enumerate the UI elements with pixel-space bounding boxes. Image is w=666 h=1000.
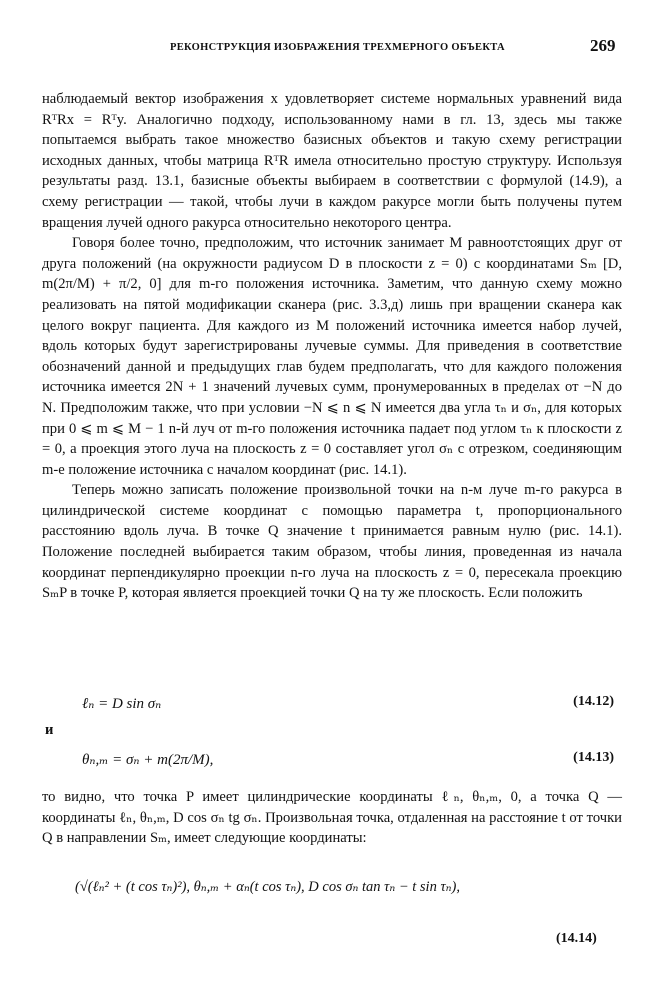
paragraph-3: Теперь можно записать положение произвольной точки на n-м луче m-го ракурса в цилиндрической системе координат с помощью параметра t, пропорционального расстоянию вдоль луча. В точке Q значение t принимается равным нулю (рис. 14.1). Положение последней выбирается таким образом, чтобы линия, проведенная из начала координат перпендикулярно проекции n-го луча на плоскость z = 0, пересекала проекцию SₘP в точке P, которая является проекцией точки Q на ту же плоскость. Если положить [42,482,622,602]
continuation-text [42,787,622,849]
equation-14-13 [42,750,622,774]
equation-14-14-expression: (√(ℓₙ² + (t cos τₙ)²), θₙ,ₘ + αₙ(t cos τₙ), D cos σₙ tan τₙ − t sin τₙ), [75,879,460,895]
equation-14-12-expression: ℓₙ = D sin σₙ [82,696,162,712]
paragraph-1: наблюдаемый вектор изображения x удовлетворяет системе нормальных уравнений вида RᵀRx = Rᵀy. Аналогично подходу, использованному нами в гл. 13, здесь мы также попытаемся выбрать такое множество базисных объектов и такую схему регистрации исходных данных, чтобы матрица RᵀR имела относительно простую структуру. Используя результаты разд. 13.1, базисные объекты выбираем в соответствии с формулой (14.9), а схему регистрации — такой, чтобы лучи в каждом ракурсе могли быть получены путем вращения лучей одного ракурса относительно некоторого центра. [42,91,622,231]
paragraph-2: Говоря более точно, предположим, что источник занимает M равноотстоящих друг от друга положений (на окружности радиусом D в плоскости z = 0) с координатами Sₘ [D, m(2π/M) + π/2, 0] для m-го положения источника. Заметим, что данную схему можно реализовать на пятой модификации сканера (рис. 3.3,д) лишь при вращении сканера как целого вокруг пациента. Для каждого из M положений источника имеется набор лучей, вдоль которых будут зарегистрированы лучевые суммы. Для приведения в соответствие обозначений данной и предыдущих глав будем предполагать, что для каждого положения источника имеется 2N + 1 значений лучевых сумм, пронумерованных в пределах от −N до N. Предположим также, что при условии −N ⩽ n ⩽ N имеется два угла τₙ и σₙ, для которых при 0 ⩽ m ⩽ M − 1 n-й луч от m-го положения источника падает под углом τₙ к плоскости z = 0, а проекция этого луча на плоскость z = 0 составляет угол σₙ с отрезком, соединяющим m-е положение источника с началом координат (рис. 14.1). [42,235,622,478]
equation-14-13-expression: θₙ,ₘ = σₙ + m(2π/M), [82,752,214,768]
main-text [42,89,622,604]
equation-14-13-number: (14.13) [573,750,614,765]
page-number: 269 [590,36,616,55]
equation-14-14-number: (14.14) [556,931,597,946]
equation-14-12 [42,694,622,718]
running-head: РЕКОНСТРУКЦИЯ ИЗОБРАЖЕНИЯ ТРЕХМЕРНОГО ОБЪЕКТА [170,42,505,53]
equation-14-12-number: (14.12) [573,694,614,709]
connector-word: и [45,722,54,738]
paragraph-4: то видно, что точка P имеет цилиндрические координаты ℓₙ, θₙ,ₘ, 0, а точка Q — координаты ℓₙ, θₙ,ₘ, D cos σₙ tg σₙ. Произвольная точка, отдаленная на расстояние t от точки Q в направлении Sₘ, имеет следующие координаты: [42,789,622,847]
